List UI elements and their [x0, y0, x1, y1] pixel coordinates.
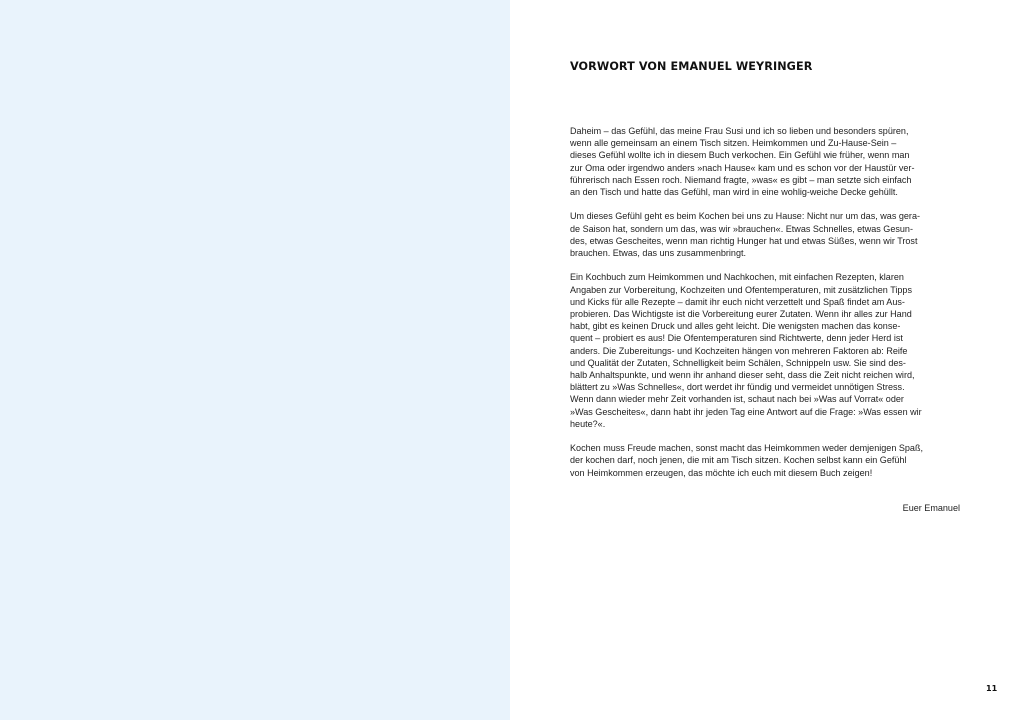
paragraph: [570, 125, 962, 198]
text-line: halb Anhaltspunkte, und wenn ihr anhand dieser seht, dass die Zeit nicht reichen wird,: [570, 370, 915, 381]
page-number: 11: [986, 684, 998, 693]
text-line: und Qualität der Zutaten, Schnelligkeit beim Schälen, Schnippeln usw. Sie sind des-: [570, 357, 906, 368]
text-line: blättert zu »Was Schnelles«, dort werdet ihr fündig und vermeidet unnötigen Stress.: [570, 382, 905, 393]
text-line: habt, gibt es keinen Druck und alles geht leicht. Die wenigsten machen das konse-: [570, 321, 901, 332]
text-line: heute?«.: [570, 418, 606, 429]
paragraph: [570, 210, 962, 259]
text-line: wenn alle gemeinsam an einem Tisch sitzen. Heimkommen und Zu-Hause-Sein –: [570, 138, 897, 149]
text-line: Ein Kochbuch zum Heimkommen und Nachkochen, mit einfachen Rezepten, klaren: [570, 272, 904, 283]
text-line: Kochen muss Freude machen, sonst macht das Heimkommen weder demjenigen Spaß,: [570, 443, 923, 454]
text-line: zur Oma oder irgendwo anders »nach Hause« kam und es schon vor der Haustür ver-: [570, 162, 915, 173]
text-line: Daheim – das Gefühl, das meine Frau Susi und ich so lieben und besonders spüren,: [570, 126, 909, 136]
text-line: der kochen darf, noch jenen, die mit am Tisch sitzen. Kochen selbst kann ein Gefühl: [570, 455, 907, 466]
paragraph: [570, 442, 962, 479]
text-line: probieren. Das Wichtigste ist die Vorbereitung eurer Zutaten. Wenn ihr alles zur Hand: [570, 309, 912, 320]
right-page: [510, 0, 1020, 720]
text-line: Um dieses Gefühl geht es beim Kochen bei uns zu Hause: Nicht nur um das, was gera-: [570, 211, 920, 222]
page-title: VORWORT VON EMANUEL WEYRINGER: [570, 60, 813, 73]
text-line: Wenn dann wieder mehr Zeit vorhanden ist, schaut nach bei »Was auf Vorrat« oder: [570, 394, 904, 405]
paragraph: [570, 271, 962, 430]
signature: Euer Emanuel: [902, 503, 960, 513]
text-line: anders. Die Zubereitungs- und Kochzeiten hängen von mehreren Faktoren ab: Reife: [570, 345, 908, 356]
foreword-body: [570, 125, 962, 491]
text-line: des, etwas Gescheites, wenn man richtig Hunger hat und etwas Süßes, wenn wir Trost: [570, 235, 918, 246]
text-line: Angaben zur Vorbereitung, Kochzeiten und Ofentemperaturen, mit zusätzlichen Tipps: [570, 284, 912, 295]
text-line: dieses Gefühl wollte ich in diesem Buch verkochen. Ein Gefühl wie früher, wenn man: [570, 150, 910, 161]
text-line: quent – probiert es aus! Die Ofentemperaturen sind Richtwerte, denn jeder Herd ist: [570, 333, 903, 344]
text-line: de Saison hat, sondern um das, was wir »brauchen«. Etwas Schnelles, etwas Gesun-: [570, 223, 913, 234]
text-line: und Kicks für alle Rezepte – damit ihr euch nicht verzettelt und Spaß findet am Aus-: [570, 296, 905, 307]
text-line: »Was Gescheites«, dann habt ihr jeden Tag eine Antwort auf die Frage: »Was essen wir: [570, 406, 922, 417]
text-line: an den Tisch und hatte das Gefühl, man wird in eine wohlig-weiche Decke gehüllt.: [570, 187, 898, 198]
text-line: von Heimkommen erzeugen, das möchte ich euch mit diesem Buch zeigen!: [570, 467, 873, 478]
text-line: führerisch nach Essen roch. Niemand fragte, »was« es gibt – man setzte sich einfach: [570, 174, 912, 185]
text-line: brauchen. Etwas, das uns zusammenbringt.: [570, 248, 747, 259]
